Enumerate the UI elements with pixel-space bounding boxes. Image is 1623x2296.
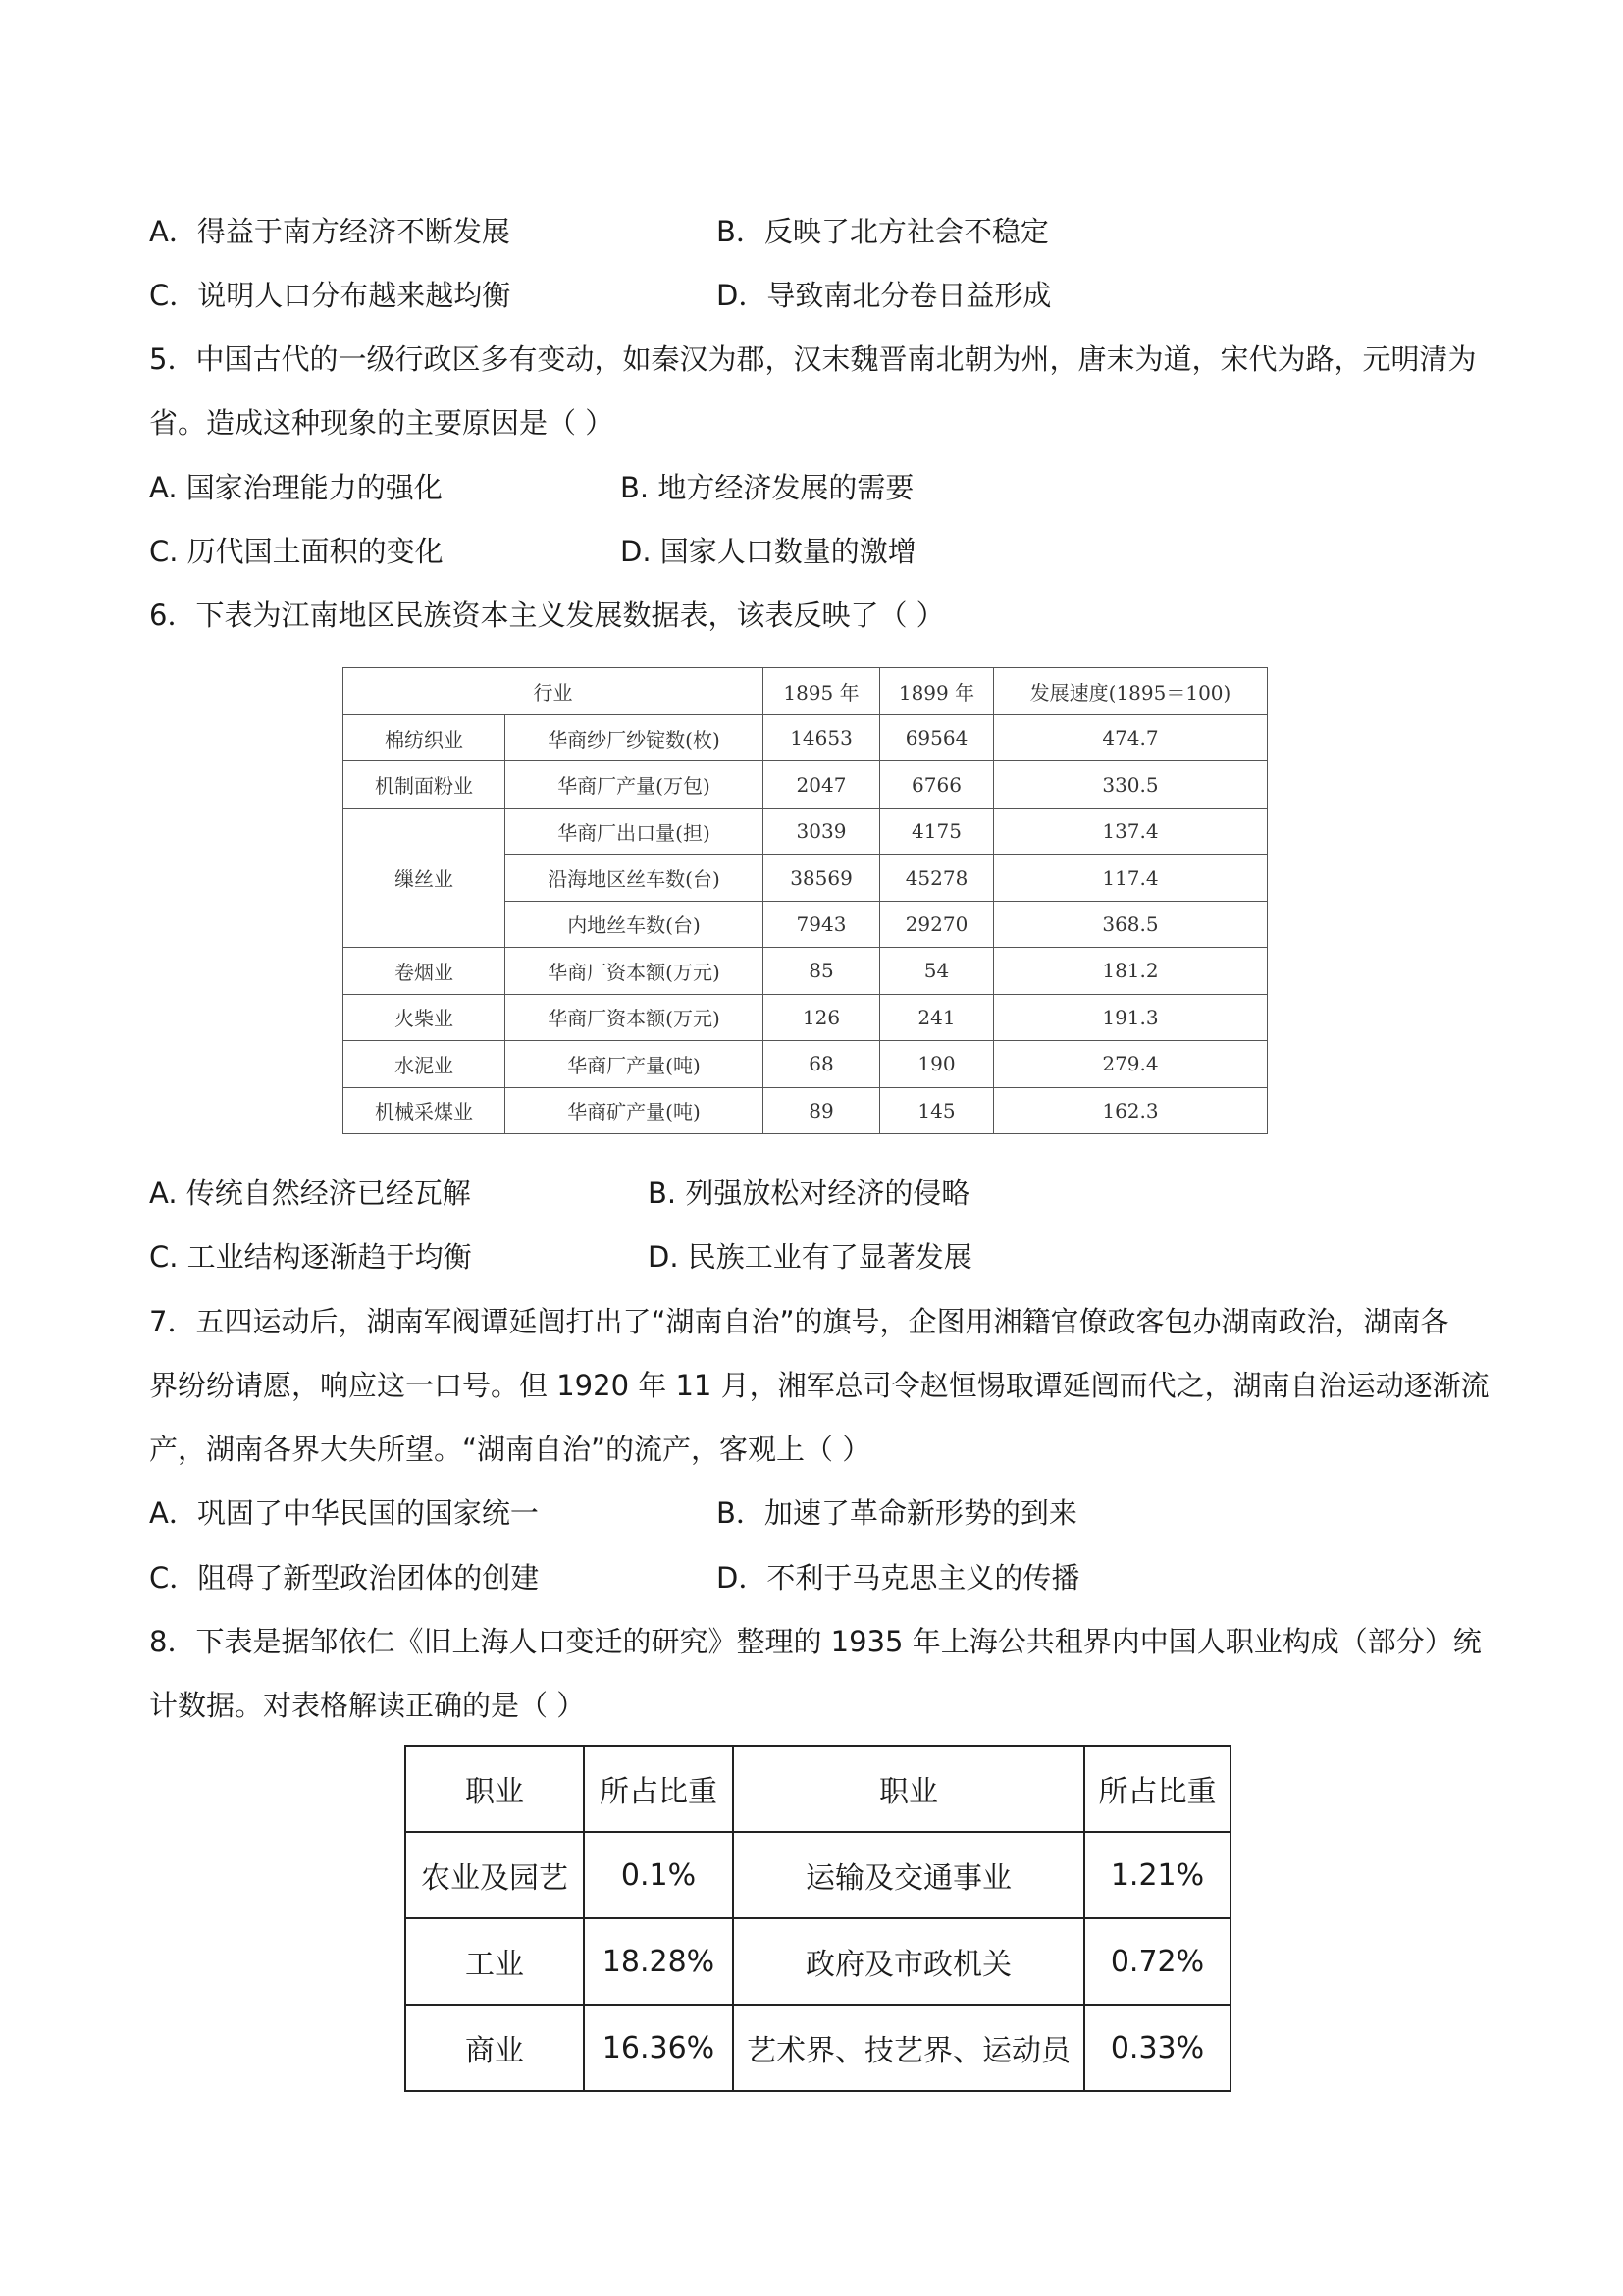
speed-cell: 330.5 bbox=[994, 761, 1268, 808]
table-header: 行业 bbox=[343, 668, 763, 715]
indicator-cell: 华商厂产量(万包) bbox=[505, 761, 763, 808]
q4-option-c: C．说明人口分布越来越均衡 bbox=[149, 279, 511, 312]
speed-cell: 474.7 bbox=[994, 715, 1268, 761]
table-header: 发展速度(1895＝100) bbox=[994, 668, 1268, 715]
table-row bbox=[343, 761, 1268, 808]
table-row bbox=[343, 808, 1268, 854]
q7-stem-line-3: 产，湖南各界大失所望。“湖南自治”的流产，客观上（ ） bbox=[149, 1433, 871, 1466]
q6-data-table bbox=[342, 667, 1268, 1134]
industry-cell: 卷烟业 bbox=[343, 948, 505, 994]
industry-cell: 机械采煤业 bbox=[343, 1087, 505, 1134]
speed-cell: 137.4 bbox=[994, 808, 1268, 854]
speed-cell: 162.3 bbox=[994, 1087, 1268, 1134]
q5-option-b: B. 地方经济发展的需要 bbox=[620, 471, 915, 504]
value-1895-cell: 89 bbox=[763, 1087, 880, 1134]
value-1899-cell: 241 bbox=[880, 994, 994, 1040]
industry-cell: 棉纺织业 bbox=[343, 715, 505, 761]
table-row bbox=[343, 994, 1268, 1040]
q6-option-d: D. 民族工业有了显著发展 bbox=[648, 1240, 972, 1274]
table-row bbox=[343, 1041, 1268, 1087]
industry-cell: 机制面粉业 bbox=[343, 761, 505, 808]
q6-stem-line-1: 6．下表为江南地区民族资本主义发展数据表，该表反映了（ ） bbox=[149, 599, 945, 632]
q7-stem-line-2: 界纷纷请愿，响应这一口号。但 1920 年 11 月，湘军总司令赵恒惕取谭延闿而代之，湖南自治运动逐渐流 bbox=[149, 1369, 1490, 1402]
q8-stem-line-2: 计数据。对表格解读正确的是（ ） bbox=[149, 1689, 586, 1722]
value-1895-cell: 7943 bbox=[763, 901, 880, 947]
q6-option-b: B. 列强放松对经济的侵略 bbox=[648, 1176, 970, 1210]
indicator-cell: 华商厂产量(吨) bbox=[505, 1041, 763, 1087]
q5-stem-line-1: 5．中国古代的一级行政区多有变动，如秦汉为郡，汉末魏晋南北朝为州，唐末为道，宋代为路，元明清为 bbox=[149, 342, 1477, 376]
q6-option-a: A. 传统自然经济已经瓦解 bbox=[149, 1176, 471, 1210]
q8-stem-line-1: 8．下表是据邹依仁《旧上海人口变迁的研究》整理的 1935 年上海公共租界内中国人职业构成（部分）统 bbox=[149, 1625, 1482, 1658]
indicator-cell: 华商厂出口量(担) bbox=[505, 808, 763, 854]
value-1899-cell: 45278 bbox=[880, 855, 994, 901]
industry-cell: 缫丝业 bbox=[343, 808, 505, 947]
indicator-cell: 华商矿产量(吨) bbox=[505, 1087, 763, 1134]
q5-option-d: D. 国家人口数量的激增 bbox=[620, 535, 916, 568]
q8-occupation-table bbox=[404, 1745, 1231, 2092]
value-1899-cell: 69564 bbox=[880, 715, 994, 761]
value-1895-cell: 38569 bbox=[763, 855, 880, 901]
value-1895-cell: 68 bbox=[763, 1041, 880, 1087]
indicator-cell: 华商厂资本额(万元) bbox=[505, 994, 763, 1040]
table-row bbox=[405, 2005, 1230, 2091]
industry-cell: 火柴业 bbox=[343, 994, 505, 1040]
share-cell: 18.28% bbox=[584, 1918, 733, 2005]
q5-option-c: C. 历代国土面积的变化 bbox=[149, 535, 444, 568]
occupation-cell: 农业及园艺 bbox=[405, 1832, 584, 1918]
value-1899-cell: 54 bbox=[880, 948, 994, 994]
table-row bbox=[405, 1832, 1230, 1918]
q7-option-c: C．阻碍了新型政治团体的创建 bbox=[149, 1561, 540, 1594]
q7-option-b: B．加速了革命新形势的到来 bbox=[716, 1496, 1077, 1530]
q7-stem-line-1: 7．五四运动后，湖南军阀谭延闿打出了“湖南自治”的旗号，企图用湘籍官僚政客包办湖南政治，湖南各 bbox=[149, 1305, 1449, 1338]
value-1895-cell: 14653 bbox=[763, 715, 880, 761]
share-cell: 1.21% bbox=[1084, 1832, 1230, 1918]
q7-option-a: A．巩固了中华民国的国家统一 bbox=[149, 1496, 539, 1530]
occupation-cell: 政府及市政机关 bbox=[733, 1918, 1084, 2005]
value-1895-cell: 85 bbox=[763, 948, 880, 994]
indicator-cell: 沿海地区丝车数(台) bbox=[505, 855, 763, 901]
q5-option-a: A. 国家治理能力的强化 bbox=[149, 471, 443, 504]
speed-cell: 368.5 bbox=[994, 901, 1268, 947]
value-1895-cell: 2047 bbox=[763, 761, 880, 808]
occupation-cell: 艺术界、技艺界、运动员 bbox=[733, 2005, 1084, 2091]
table-header: 职业 bbox=[405, 1746, 584, 1832]
q5-stem-line-2: 省。造成这种现象的主要原因是（ ） bbox=[149, 406, 614, 440]
table-header: 所占比重 bbox=[584, 1746, 733, 1832]
table-header: 1895 年 bbox=[763, 668, 880, 715]
speed-cell: 191.3 bbox=[994, 994, 1268, 1040]
table-row bbox=[343, 1087, 1268, 1134]
q4-option-b: B．反映了北方社会不稳定 bbox=[716, 215, 1049, 248]
value-1899-cell: 145 bbox=[880, 1087, 994, 1134]
table-row bbox=[343, 715, 1268, 761]
value-1899-cell: 4175 bbox=[880, 808, 994, 854]
q6-option-c: C. 工业结构逐渐趋于均衡 bbox=[149, 1240, 472, 1274]
table-header: 职业 bbox=[733, 1746, 1084, 1832]
speed-cell: 279.4 bbox=[994, 1041, 1268, 1087]
value-1899-cell: 6766 bbox=[880, 761, 994, 808]
indicator-cell: 华商纱厂纱锭数(枚) bbox=[505, 715, 763, 761]
occupation-cell: 工业 bbox=[405, 1918, 584, 2005]
speed-cell: 117.4 bbox=[994, 855, 1268, 901]
q7-option-d: D．不利于马克思主义的传播 bbox=[716, 1561, 1080, 1594]
value-1899-cell: 29270 bbox=[880, 901, 994, 947]
occupation-cell: 运输及交通事业 bbox=[733, 1832, 1084, 1918]
q4-option-a: A．得益于南方经济不断发展 bbox=[149, 215, 510, 248]
indicator-cell: 内地丝车数(台) bbox=[505, 901, 763, 947]
table-row bbox=[343, 948, 1268, 994]
share-cell: 0.72% bbox=[1084, 1918, 1230, 2005]
share-cell: 0.33% bbox=[1084, 2005, 1230, 2091]
indicator-cell: 华商厂资本额(万元) bbox=[505, 948, 763, 994]
table-header: 所占比重 bbox=[1084, 1746, 1230, 1832]
speed-cell: 181.2 bbox=[994, 948, 1268, 994]
share-cell: 16.36% bbox=[584, 2005, 733, 2091]
industry-cell: 水泥业 bbox=[343, 1041, 505, 1087]
value-1895-cell: 3039 bbox=[763, 808, 880, 854]
occupation-cell: 商业 bbox=[405, 2005, 584, 2091]
value-1899-cell: 190 bbox=[880, 1041, 994, 1087]
table-header: 1899 年 bbox=[880, 668, 994, 715]
table-row bbox=[405, 1918, 1230, 2005]
value-1895-cell: 126 bbox=[763, 994, 880, 1040]
q4-option-d: D．导致南北分卷日益形成 bbox=[716, 279, 1052, 312]
share-cell: 0.1% bbox=[584, 1832, 733, 1918]
